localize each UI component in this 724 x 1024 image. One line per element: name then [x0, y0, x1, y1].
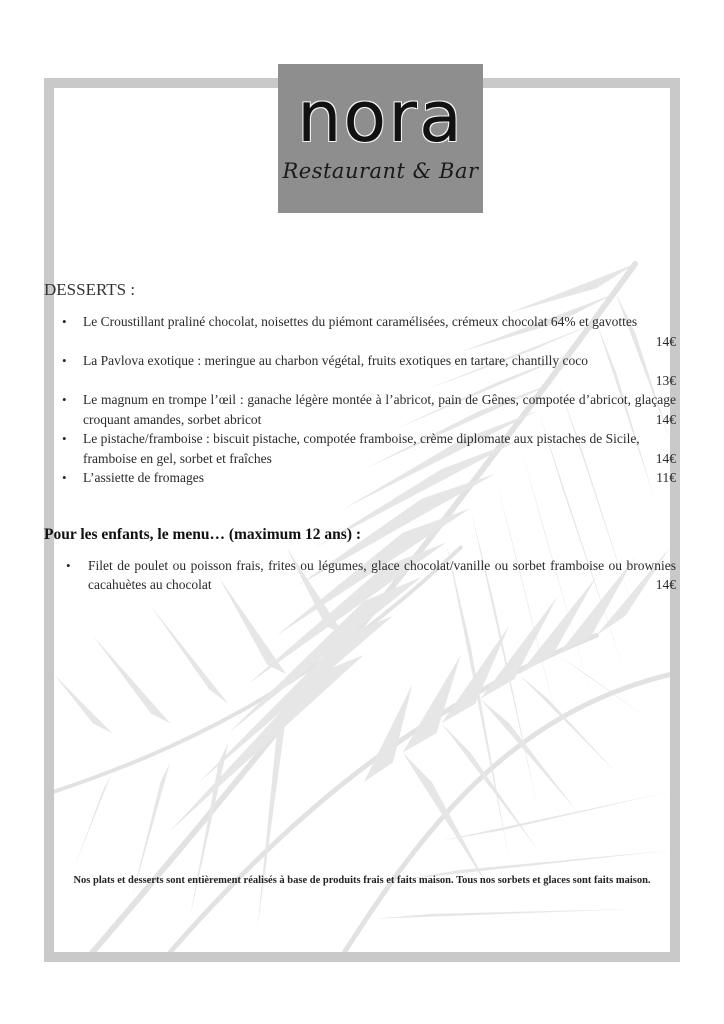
menu-content [44, 280, 680, 595]
dessert-price: 14€ [655, 411, 676, 427]
kids-menu-title: Pour les enfants, le menu… (maximum 12 ans) : [44, 525, 362, 543]
bullet-icon: • [62, 314, 67, 329]
desserts-list [44, 312, 680, 488]
kids-menu-description: Filet de poulet ou poisson frais, frites ou légumes, glace chocolat/vanille ou sorbet framboise ou brownies cacahuètes au chocolat [88, 557, 676, 592]
dessert-description: L’assiette de fromages [83, 470, 204, 485]
dessert-item [44, 390, 676, 429]
kids-menu-list [44, 556, 680, 595]
kids-menu-price: 14€ [655, 577, 676, 592]
homemade-note: Nos plats et desserts sont entièrement réalisés à base de produits frais et faits maison. Tous nos sorbets et glaces sont faits maison. [73, 875, 651, 886]
desserts-title: DESSERTS : [44, 280, 136, 299]
logo-tagline: Restaurant & Bar [282, 159, 479, 183]
dessert-price: 14€ [655, 450, 676, 466]
dessert-description: Le magnum en trompe l’œil : ganache légère montée à l’abricot, pain de Gênes, compotée d’abricot, glaçage croquant amandes, sorbet abricot [83, 392, 676, 427]
bullet-icon: • [66, 557, 71, 573]
dessert-description: Le pistache/framboise : biscuit pistache, compotée framboise, crème diplomate aux pistaches de Sicile, framboise en gel, sorbet et fraîches [83, 431, 640, 466]
restaurant-logo [278, 64, 483, 213]
bullet-icon: • [62, 392, 67, 407]
dessert-item [44, 429, 676, 468]
kids-menu-item [44, 556, 676, 595]
dessert-item [44, 312, 676, 351]
bullet-icon: • [62, 470, 67, 485]
logo-wordmark: nora [297, 76, 464, 158]
dessert-item [44, 351, 676, 390]
bullet-icon: • [62, 431, 67, 446]
dessert-description: Le Croustillant praliné chocolat, noisettes du piémont caramélisées, crémeux chocolat 64% et gavottes [83, 314, 638, 329]
bullet-icon: • [62, 353, 67, 368]
dessert-item [44, 468, 676, 488]
dessert-price: 14€ [655, 333, 676, 349]
dessert-price: 11€ [656, 470, 676, 485]
dessert-description: La Pavlova exotique : meringue au charbon végétal, fruits exotiques en tartare, chantilly coco [83, 353, 588, 368]
dessert-price: 13€ [655, 372, 676, 388]
